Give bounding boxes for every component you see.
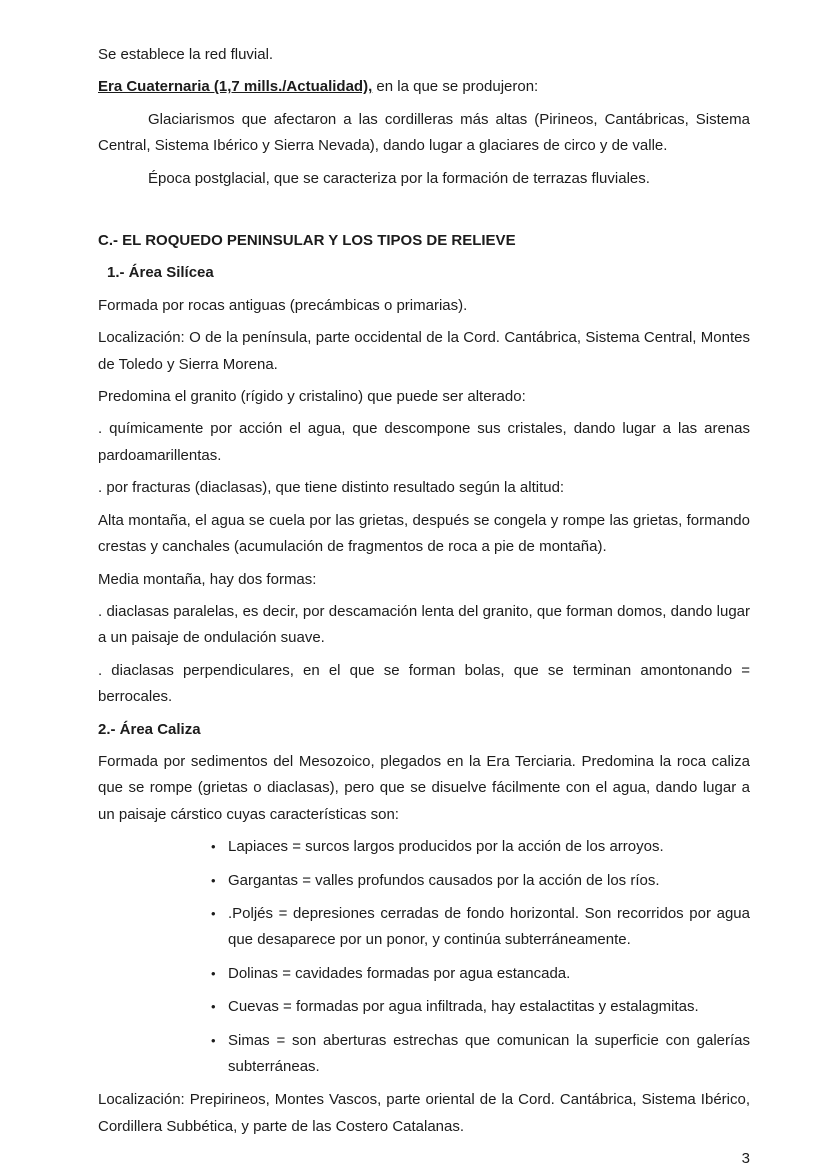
era-cuaternaria-rest: en la que se produjeron: bbox=[372, 78, 539, 96]
era-cuaternaria-title: Era Cuaternaria (1,7 mills./Actualidad), bbox=[98, 78, 373, 96]
bullet-item-poljes bbox=[98, 901, 750, 954]
bullet-icon: • bbox=[211, 965, 216, 981]
bullet-text: Lapiaces = surcos largos producidos por la acción de los arroyos. bbox=[228, 838, 664, 856]
silicea-paragraph-diaclasas-perpendiculares: . diaclasas perpendiculares, en el que se forman bolas, que se terminan amontonando = berrocales. bbox=[98, 661, 750, 706]
silicea-paragraph-formada: Formada por rocas antiguas (precámbicas o primarias). bbox=[98, 296, 468, 314]
glaciarismos-paragraph: Glaciarismos que afectaron a las cordilleras más altas (Pirineos, Cantábricas, Sistema Central, Sistema Ibérico y Sierra Nevada), dando lugar a glaciares de circo y de valle. bbox=[98, 110, 750, 155]
caliza-bullet-list bbox=[98, 834, 750, 1080]
caliza-title: 2.- Área Caliza bbox=[98, 720, 201, 738]
bullet-text: Gargantas = valles profundos causados por la acción de los ríos. bbox=[228, 871, 660, 889]
postglacial-paragraph: Época postglacial, que se caracteriza por la formación de terrazas fluviales. bbox=[148, 169, 650, 187]
caliza-intro-paragraph: Formada por sedimentos del Mesozoico, plegados en la Era Terciaria. Predomina la roca caliza que se rompe (grietas o diaclasas), pero que se disuelve fácilmente con el agua, dando lugar a un paisaje cárstico cuyas características son: bbox=[98, 752, 750, 823]
bullet-item-gargantas bbox=[98, 868, 750, 894]
caliza-localizacion-paragraph: Localización: Prepirineos, Montes Vascos, parte oriental de la Cord. Cantábrica, Sistema Ibérico, Cordillera Subbética, y parte de las Costero Catalanas. bbox=[98, 1091, 750, 1135]
era-cuaternaria-paragraph bbox=[98, 74, 750, 100]
silicea-paragraph-media-montana: Media montaña, hay dos formas: bbox=[98, 570, 317, 588]
bullet-icon: • bbox=[211, 905, 216, 921]
silicea-paragraph-alta-montana: Alta montaña, el agua se cuela por las grietas, después se congela y rompe las grietas, formando crestas y canchales (acumulación de fragmentos de roca a pie de montaña). bbox=[98, 511, 750, 556]
silicea-paragraph-diaclasas-paralelas: . diaclasas paralelas, es decir, por descamación lenta del granito, que forman domos, dando lugar a un paisaje de ondulación suave. bbox=[98, 602, 750, 647]
silicea-paragraph-predomina: Predomina el granito (rígido y cristalino) que puede ser alterado: bbox=[98, 388, 526, 406]
bullet-icon: • bbox=[211, 872, 216, 888]
document-content bbox=[98, 42, 750, 1171]
intro-paragraph: Se establece la red fluvial. bbox=[98, 46, 274, 63]
bullet-icon: • bbox=[211, 839, 216, 855]
bullet-item-lapiaces bbox=[98, 834, 750, 860]
silicea-title: 1.- Área Silícea bbox=[107, 264, 214, 282]
section-c-title: C.- EL ROQUEDO PENINSULAR Y LOS TIPOS DE RELIEVE bbox=[98, 232, 516, 250]
bullet-icon: • bbox=[211, 1032, 216, 1048]
page-number: 3 bbox=[741, 1150, 750, 1168]
bullet-text: .Poljés = depresiones cerradas de fondo horizontal. Son recorridos por agua que desaparece por un ponor, y continúa subterráneamente. bbox=[228, 904, 750, 949]
silicea-paragraph-quimicamente: . químicamente por acción el agua, que descompone sus cristales, dando lugar a las arenas pardoamarillentas. bbox=[98, 420, 750, 464]
bullet-item-cuevas bbox=[98, 994, 750, 1020]
silicea-paragraph-fracturas: . por fracturas (diaclasas), que tiene distinto resultado según la altitud: bbox=[98, 479, 565, 497]
bullet-item-dolinas bbox=[98, 961, 750, 987]
bullet-icon: • bbox=[211, 999, 216, 1015]
bullet-text: Simas = son aberturas estrechas que comunican la superficie con galerías subterráneas. bbox=[228, 1031, 750, 1075]
bullet-item-simas bbox=[98, 1028, 750, 1081]
bullet-text: Dolinas = cavidades formadas por agua estancada. bbox=[228, 964, 571, 982]
silicea-paragraph-localizacion: Localización: O de la península, parte occidental de la Cord. Cantábrica, Sistema Central, Montes de Toledo y Sierra Morena. bbox=[98, 329, 750, 373]
bullet-text: Cuevas = formadas por agua infiltrada, hay estalactitas y estalagmitas. bbox=[228, 998, 699, 1016]
